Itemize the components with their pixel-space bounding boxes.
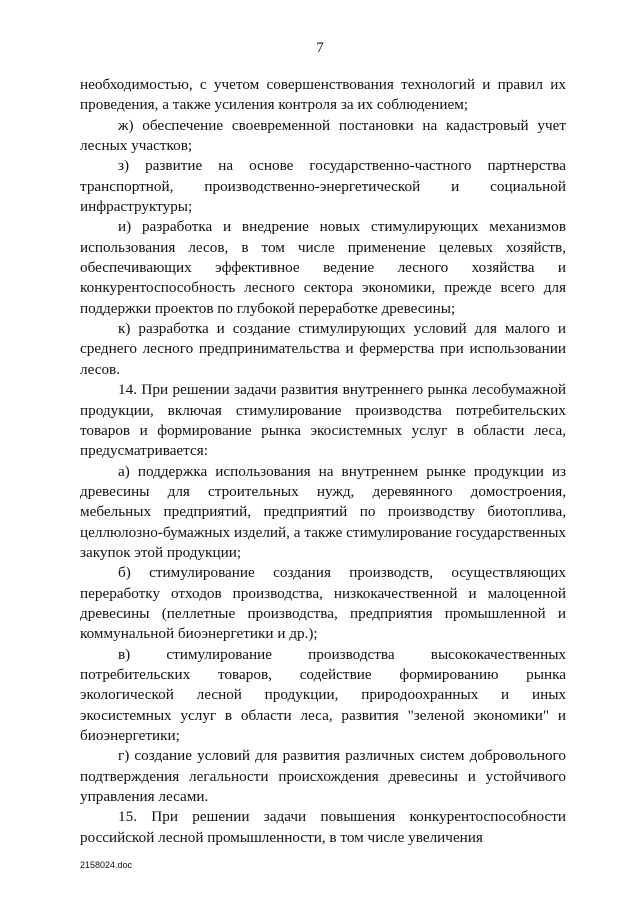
body-text: [80, 75, 566, 848]
paragraph-continuation: необходимостью, с учетом совершенствования технологий и правил их проведения, а также усиления контроля за их соблюдением;: [80, 76, 566, 114]
paragraph-item-z: з) развитие на основе государственно-частного партнерства транспортной, производственно-энергетической и социальной инфраструктуры;: [80, 157, 566, 216]
paragraph-item-v: в) стимулирование производства высококачественных потребительских товаров, содействие формированию рынка экологической лесной продукции, природоохранных и иных экосистемных услуг в области леса, развития "зеленой экономики" и биоэнергетики;: [80, 645, 566, 744]
paragraph-item-i: и) разработка и внедрение новых стимулирующих механизмов использования лесов, в том числе применение целевых хозяйств, обеспечивающих эффективное ведение лесного хозяйства и конкурентоспособность лесного сектора экономики, прежде всего для поддержки проектов по глубокой переработке древесины;: [80, 218, 566, 317]
paragraph-item-b: б) стимулирование создания производств, осуществляющих переработку отходов производства, низкокачественной и малоценной древесины (пеллетные производства, предприятия промышленной и коммунальной биоэнергетики и др.);: [80, 564, 566, 643]
paragraph-item-zh: ж) обеспечение своевременной постановки на кадастровый учет лесных участков;: [80, 116, 566, 155]
paragraph-section-14: 14. При решении задачи развития внутреннего рынка лесобумажной продукции, включая стимулирование производства потребительских товаров и формирование рынка экосистемных услуг в области леса, предусматривается:: [80, 381, 566, 460]
paragraph-section-15: 15. При решении задачи повышения конкурентоспособности российской лесной промышленности, в том числе увеличения: [80, 808, 566, 846]
paragraph-item-a: а) поддержка использования на внутреннем рынке продукции из древесины для строительных нужд, деревянного домостроения, мебельных предприятий, предприятий по производству биотоплива, целлюлозно-бумажных изделий, а также стимулирование государственных закупок этой продукции;: [80, 462, 566, 561]
paragraph-item-k: к) разработка и создание стимулирующих условий для малого и среднего лесного предпринимательства и фермерства при использовании лесов.: [80, 320, 566, 378]
page-number: 7: [316, 40, 324, 56]
footer-filename: 2158024.doc: [80, 860, 133, 870]
paragraph-item-g: г) создание условий для развития различных систем добровольного подтверждения легальности происхождения древесины и устойчивого управления лесами.: [80, 747, 566, 806]
